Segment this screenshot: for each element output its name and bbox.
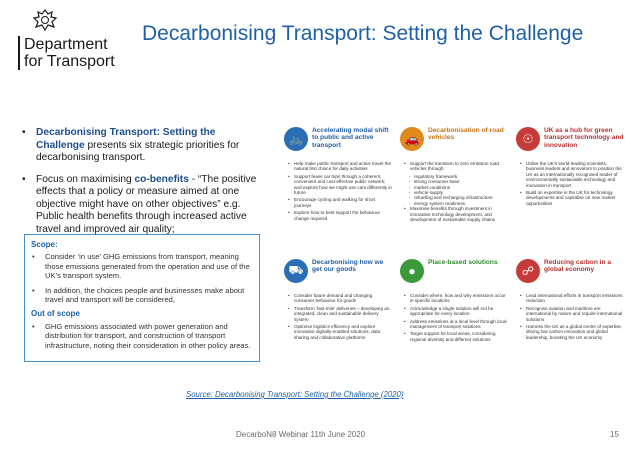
priority-point: • Support the transition to zero emission road vehicles through: bbox=[404, 161, 508, 172]
globe-icon: ☍ bbox=[516, 259, 540, 283]
priority-point: • Support fewer car trips through a coherent, convenient and cost-effective public network; and explore how we might use cars differently in future bbox=[288, 174, 392, 196]
truck-icon: ⛟ bbox=[284, 259, 308, 283]
priority-heading: UK as a hub for green transport technology and innovation bbox=[544, 127, 624, 149]
out-of-scope-item: • GHG emissions associated with power generation and distribution for transport, and construction of transport infrastructure, noting their consideration in other policy areas. bbox=[31, 322, 253, 350]
scope-item: • Consider ‘in use’ GHG emissions from transport, meaning those emissions generated from the operation and use of the UK’s transport system. bbox=[31, 252, 253, 280]
priority-points bbox=[520, 293, 624, 342]
priority-subpoint: - refuelling and recharging infrastructure bbox=[404, 195, 508, 200]
priority-subpoint: - market conditions bbox=[404, 185, 508, 190]
priority-point: • Consider where, how and why emissions occur in specific locations bbox=[404, 293, 508, 304]
priority-points bbox=[404, 293, 508, 344]
royal-crest-icon bbox=[30, 8, 60, 34]
bullet-co-benefits bbox=[22, 174, 262, 237]
priority-point: • Build on expertise in the UK for technology developments and capitalise on new market opportunities bbox=[520, 190, 624, 206]
priority-subpoint: - regulatory framework bbox=[404, 174, 508, 179]
priority-point: • Target support for local areas, considering regional diversity and different solutions bbox=[404, 331, 508, 342]
priorities-infographic bbox=[284, 125, 628, 387]
bus-bike-icon: 🚲 bbox=[284, 127, 308, 151]
priority-point: • Consider future demand and changing consumer behaviour for goods bbox=[288, 293, 392, 304]
slide-title: Decarbonising Transport: Setting the Challenge bbox=[142, 22, 584, 45]
scope-heading: Scope: bbox=[31, 240, 58, 249]
priority-point: • Address emissions at a local level through local management of transport solutions bbox=[404, 319, 508, 330]
priority-point: • Harness the UK as a global centre of expertise, driving low carbon innovation and global leadership, boosting the UK economy bbox=[520, 324, 624, 340]
priority-point: • Encourage cycling and walking for short journeys bbox=[288, 197, 392, 208]
bullet2-prefix: Focus on maximising bbox=[36, 173, 135, 185]
priority-point: • Maximise benefits through investment in innovative technology development, and development of sustainable supply chains bbox=[404, 206, 508, 222]
priority-heading: Decarbonising how we get our goods bbox=[312, 259, 384, 274]
priority-point: • Explore how to best support the behaviour change required bbox=[288, 210, 392, 221]
bullet-strategic-priorities bbox=[22, 127, 262, 165]
bullet1-text: presents six strategic priorities for decarbonising transport. bbox=[36, 139, 240, 163]
priority-card-green-technology bbox=[516, 125, 626, 250]
priority-heading: Decarbonisation of road vehicles bbox=[428, 127, 504, 142]
priority-card-global-economy bbox=[516, 257, 626, 382]
priority-heading: Accelerating modal shift to public and active transport bbox=[312, 127, 389, 149]
priority-point: • Optimise logistics efficiency and explore innovative digitally-enabled solutions, data sharing and collaborative platforms bbox=[288, 324, 392, 340]
bullet1-highlight: Decarbonising Transport: Setting the Challenge bbox=[36, 127, 216, 151]
page-number: 15 bbox=[610, 430, 619, 439]
priority-points bbox=[288, 161, 392, 223]
dft-logo bbox=[14, 8, 134, 72]
priority-points bbox=[404, 161, 508, 224]
out-of-scope-heading: Out of scope bbox=[31, 309, 80, 319]
lightbulb-icon: ☉ bbox=[516, 127, 540, 151]
priority-card-place-based bbox=[400, 257, 510, 382]
priority-subpoint: - vehicle supply bbox=[404, 190, 508, 195]
source-link[interactable]: Source: Decarbonising Transport: Setting the Challenge (2020) bbox=[186, 390, 404, 399]
bullet2-highlight: co-benefits bbox=[134, 173, 189, 185]
intro-bullets bbox=[22, 127, 262, 245]
department-name bbox=[24, 36, 115, 70]
department-line2: for Transport bbox=[24, 53, 115, 70]
scope-item: • In addition, the choices people and businesses make about travel and transport will be considered, bbox=[31, 286, 253, 305]
priority-card-modal-shift bbox=[284, 125, 394, 250]
priority-heading: Reducing carbon in a global economy bbox=[544, 259, 612, 274]
priority-point: • Recognise aviation and maritime are international by nature and require international solutions bbox=[520, 306, 624, 322]
scope-box bbox=[24, 234, 260, 362]
priority-point: • Lead international efforts in transport emissions reduction bbox=[520, 293, 624, 304]
priority-point: • Help make public transport and active travel the natural first choice for daily activities bbox=[288, 161, 392, 172]
department-line1: Department bbox=[24, 36, 108, 53]
priority-point: • Utilise the UK’s world-leading scientists, business leaders and innovators to position the UK as an internationally recognised leader of environmentally sustainable technology and innovation in transport bbox=[520, 161, 624, 188]
priority-subpoint: - energy system readiness bbox=[404, 201, 508, 206]
bullet2-text: - “The positive effects that a policy or measure aimed at one objective might have on other objectives” e.g. Public health benefits through increased active travel and improved air quality; bbox=[36, 173, 257, 235]
priority-point: • Acknowledge a single solution will not be appropriate for every location bbox=[404, 306, 508, 317]
logo-bar bbox=[18, 36, 20, 70]
priority-heading: Place-based solutions bbox=[428, 259, 498, 266]
priority-subpoint: - strong consumer base bbox=[404, 179, 508, 184]
priority-point: • Transform ‘last-mile’ deliveries – developing an integrated, clean and sustainable delivery system bbox=[288, 306, 392, 322]
footer-text: DecarboN8 Webinar 11th June 2020 bbox=[236, 430, 366, 439]
priority-card-road-vehicles bbox=[400, 125, 510, 250]
car-icon: 🚗 bbox=[400, 127, 424, 151]
priority-points bbox=[288, 293, 392, 342]
priority-points bbox=[520, 161, 624, 208]
location-pin-icon: ● bbox=[400, 259, 424, 283]
priority-card-goods bbox=[284, 257, 394, 382]
